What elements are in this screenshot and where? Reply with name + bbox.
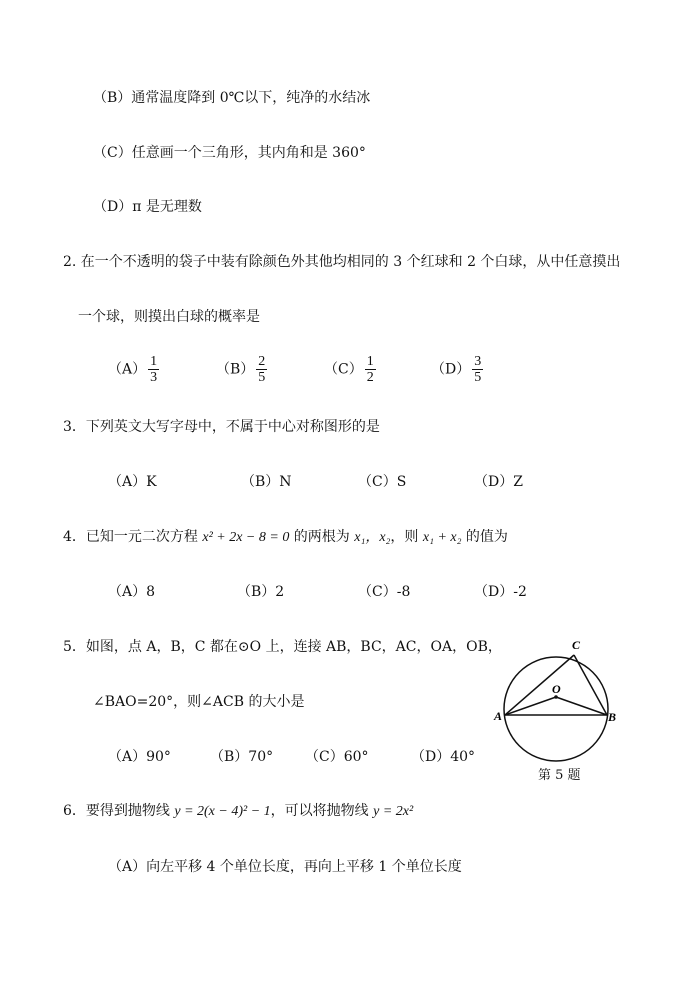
fraction: $\frac{3}{5}$ xyxy=(474,354,482,385)
label-a: A xyxy=(494,709,503,723)
q6-option-a: （A）向左平移 4 个单位长度，再向上平移 1 个单位长度 xyxy=(108,859,462,875)
q3-option-b: （B）N xyxy=(241,474,292,490)
option-label: （A） xyxy=(108,361,147,378)
option-label: （C） xyxy=(324,361,363,378)
label-c: C xyxy=(572,638,581,652)
q4-equation: x² + 2x − 8 = 0 xyxy=(202,530,290,545)
q5-stem-line2: ∠BAO=20°，则∠ACB 的大小是 xyxy=(93,694,305,710)
q5-option-c: （C）60° xyxy=(305,749,369,765)
q6-target-parabola: y = 2(x − 4)² − 1 xyxy=(174,804,271,819)
q1-option-c: （C）任意画一个三角形，其内角和是 360° xyxy=(93,145,366,161)
label-b: B xyxy=(608,710,617,724)
q2-option-c xyxy=(324,354,376,385)
q3-stem: 3．下列英文大写字母中，不属于中心对称图形的是 xyxy=(63,419,380,435)
q2-option-a xyxy=(108,354,159,385)
q5-circle-figure xyxy=(492,635,622,765)
q4-stem: 4．已知一元二次方程 x² + 2x − 8 = 0 的两根为 x₁，x₂，则 x₁ + x₂ 的值为 xyxy=(63,529,508,545)
segment-oa xyxy=(505,697,556,715)
q3-option-d: （D）Z xyxy=(474,474,523,490)
fraction: $\frac{1}{2}$ xyxy=(366,354,374,385)
q6-source-parabola: y = 2x² xyxy=(373,804,414,819)
q5-stem-line1: 5．如图，点 A，B，C 都在⊙O 上，连接 AB，BC，AC，OA，OB， xyxy=(63,639,502,655)
option-label: （D） xyxy=(431,361,471,378)
q1-option-b: （B）通常温度降到 0℃以下，纯净的水结冰 xyxy=(93,90,371,106)
option-label: （B） xyxy=(216,361,255,378)
q2-option-d xyxy=(431,354,483,385)
q4-roots: x₁，x₂ xyxy=(354,530,391,545)
q4-option-a: （A）8 xyxy=(108,584,156,600)
q6-stem: 6．要得到抛物线 y = 2(x − 4)² − 1，可以将抛物线 y = 2x² xyxy=(63,803,414,819)
q1-option-d: （D）π 是无理数 xyxy=(93,199,202,215)
q5-option-a: （A）90° xyxy=(108,749,171,765)
q5-option-d: （D）40° xyxy=(411,749,476,765)
circle-o xyxy=(504,657,608,761)
q2-stem-line2: 一个球，则摸出白球的概率是 xyxy=(78,309,260,325)
q5-figure-caption: 第 5 题 xyxy=(538,768,581,783)
fraction: $\frac{2}{5}$ xyxy=(258,354,266,385)
q3-option-c: （C）S xyxy=(358,474,407,490)
q2-stem-line1: 2. 在一个不透明的袋子中装有除颜色外其他均相同的 3 个红球和 2 个白球，从中任意摸出 xyxy=(63,254,621,270)
q4-roots-sum: x₁ + x₂ xyxy=(422,530,462,545)
q4-option-b: （B）2 xyxy=(237,584,285,600)
q4-option-d: （D）-2 xyxy=(474,584,527,600)
q3-option-a: （A）K xyxy=(108,474,157,490)
fraction: $\frac{1}{3}$ xyxy=(150,354,158,385)
label-o: O xyxy=(552,682,561,696)
segment-ac xyxy=(505,655,574,715)
q5-option-b: （B）70° xyxy=(210,749,274,765)
q4-option-c: （C）-8 xyxy=(358,584,411,600)
q2-option-b xyxy=(216,354,267,385)
